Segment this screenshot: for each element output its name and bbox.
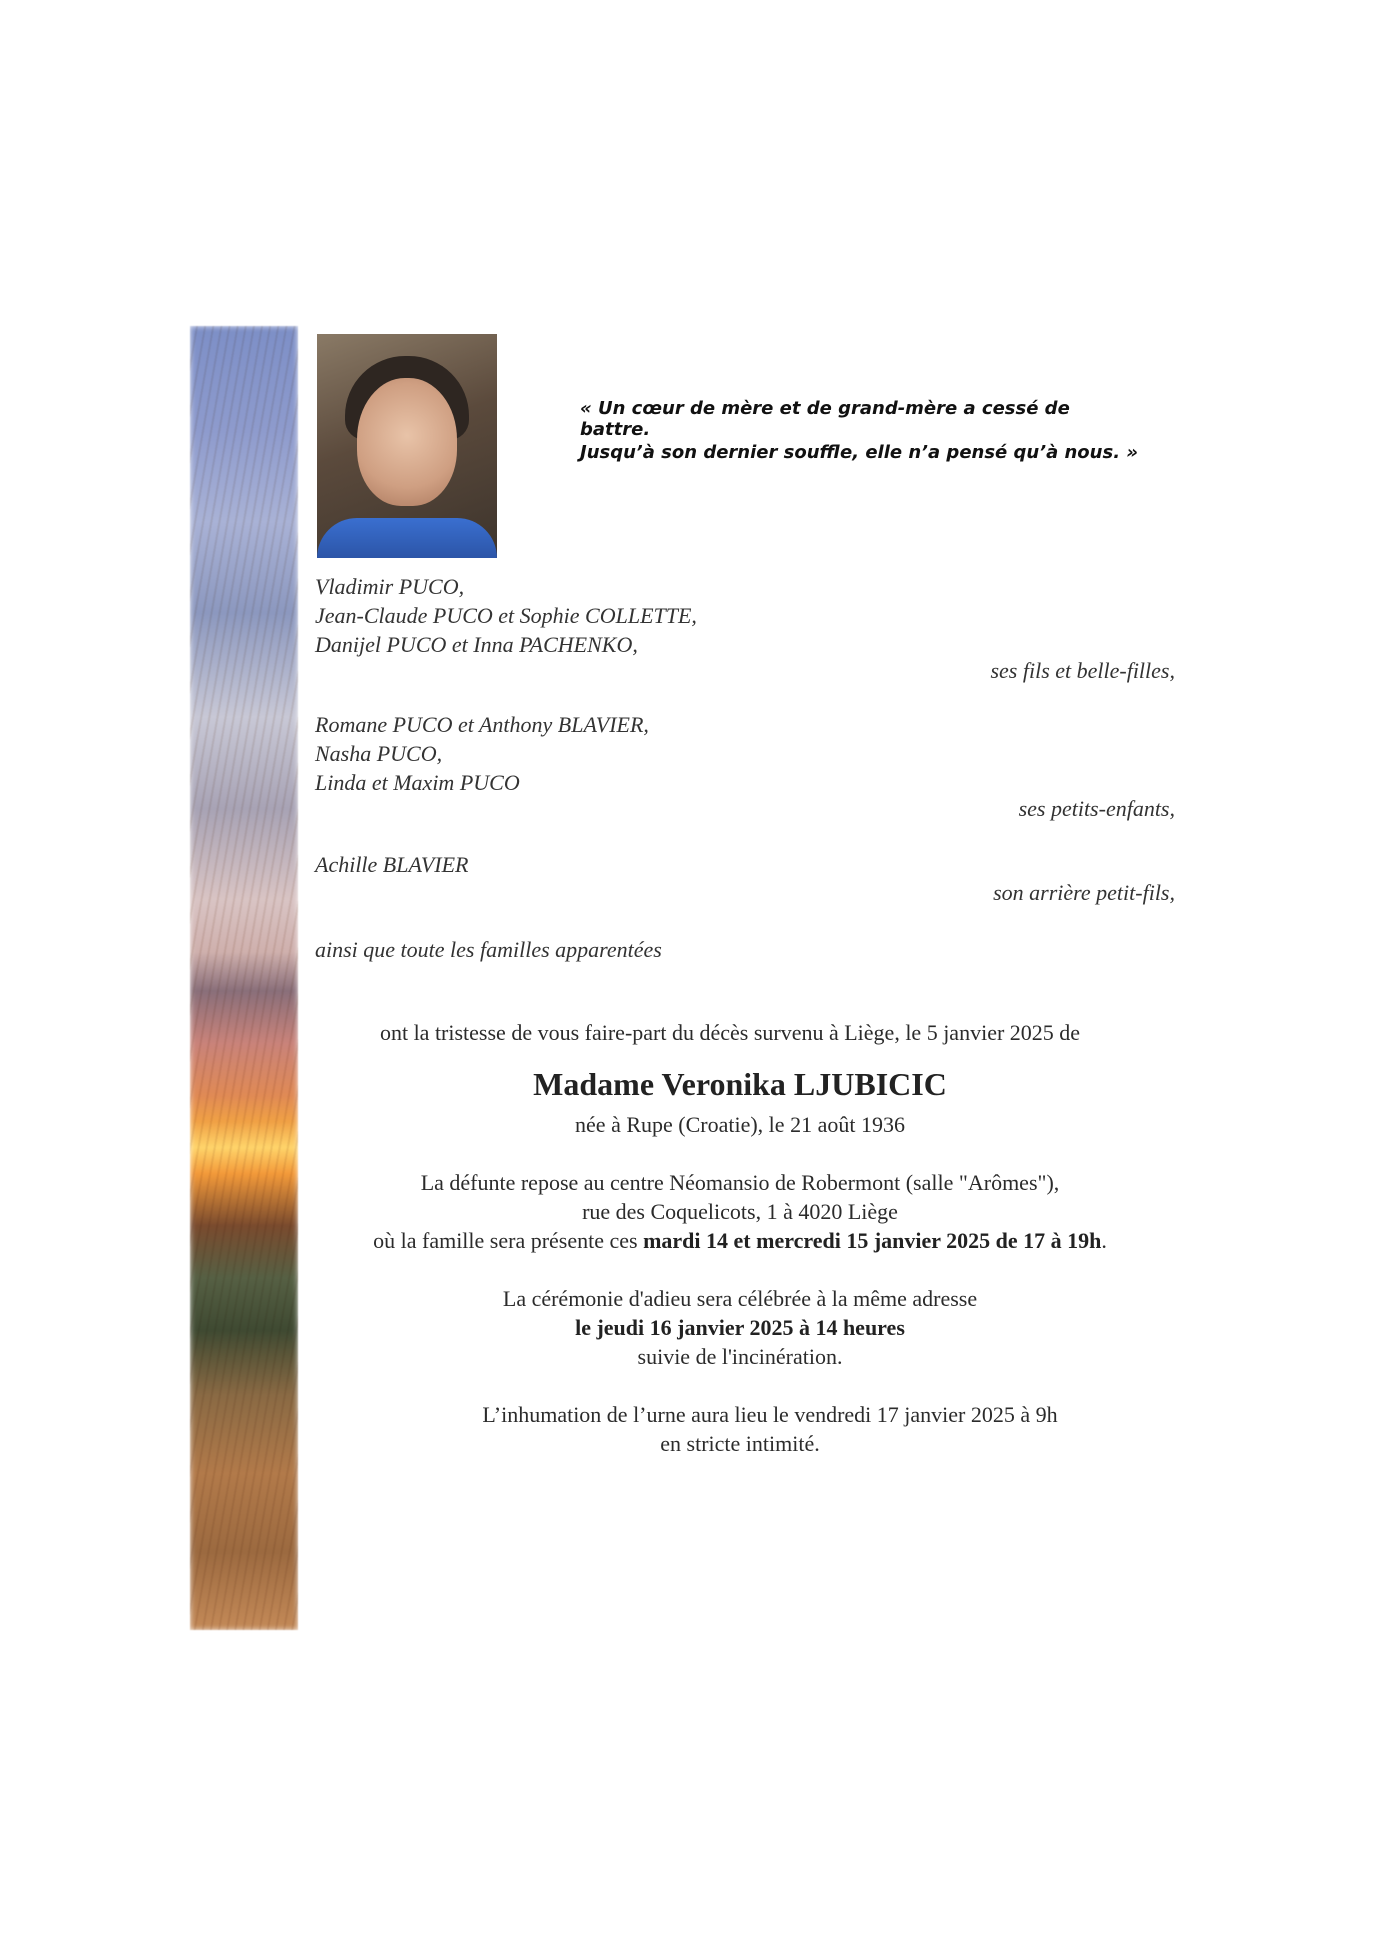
burial-info <box>330 1400 1210 1429</box>
family-name: Achille BLAVIER <box>315 852 469 877</box>
family-name: Romane PUCO et Anthony BLAVIER, <box>315 712 649 737</box>
sons-list <box>315 572 697 659</box>
announcement-text: ont la tristesse de vous faire-part du décès survenu à Liège, le 5 janvier 2025 de <box>379 1020 1081 1045</box>
ceremony-line: La cérémonie d'adieu sera célébrée à la même adresse <box>502 1286 978 1311</box>
visitation-line: La défunte repose au centre Néomansio de Robermont (salle "Arômes"), <box>420 1170 1060 1195</box>
birth-info: née à Rupe (Croatie), le 21 août 1936 <box>575 1112 905 1137</box>
visitation-prefix: où la famille sera présente ces <box>373 1228 644 1253</box>
deceased-name: Madame Veronika LJUBICIC <box>533 1066 947 1102</box>
ceremony-date-text: le jeudi 16 janvier 2025 à 14 heures <box>575 1315 905 1340</box>
family-name: Linda et Maxim PUCO <box>315 770 520 795</box>
related-families: ainsi que toute les familles apparentées <box>315 937 662 962</box>
grandchildren-list <box>315 710 649 797</box>
visitation-line <box>300 1226 1180 1255</box>
family-name: Jean-Claude PUCO et Sophie COLLETTE, <box>315 603 697 628</box>
portrait-shirt <box>317 518 497 558</box>
grandchildren-role: ses petits-enfants, <box>1018 796 1175 821</box>
quote-line-2: Jusqu’à son dernier souffle, elle n’a pensé qu’à nous. » <box>580 442 1138 463</box>
quote-line-1: « Un cœur de mère et de grand-mère a cessé de battre. <box>580 398 1070 440</box>
sons-role: ses fils et belle-filles, <box>990 658 1175 683</box>
family-name: Vladimir PUCO, <box>315 574 465 599</box>
visitation-info <box>300 1168 1180 1255</box>
ceremony-date <box>300 1313 1180 1342</box>
family-name: Nasha PUCO, <box>315 741 443 766</box>
portrait-photo <box>317 334 497 558</box>
burial-line: en stricte intimité. <box>660 1431 820 1456</box>
ceremony-line: suivie de l'incinération. <box>637 1344 843 1369</box>
burial-info-2 <box>300 1429 1180 1458</box>
visitation-dates: mardi 14 et mercredi 15 janvier 2025 de 17 à 19h <box>643 1228 1102 1253</box>
portrait-face <box>357 378 457 506</box>
ceremony-info <box>300 1284 1180 1371</box>
family-name: Danijel PUCO et Inna PACHENKO, <box>315 632 638 657</box>
decorative-sunset-strip <box>190 326 298 1630</box>
burial-line: L’inhumation de l’urne aura lieu le vendredi 17 janvier 2025 à 9h <box>482 1402 1058 1427</box>
great-grandson-role: son arrière petit-fils, <box>993 880 1175 905</box>
visitation-line: rue des Coquelicots, 1 à 4020 Liège <box>582 1199 898 1224</box>
great-grandson-list <box>315 850 468 879</box>
visitation-suffix: . <box>1101 1228 1107 1253</box>
